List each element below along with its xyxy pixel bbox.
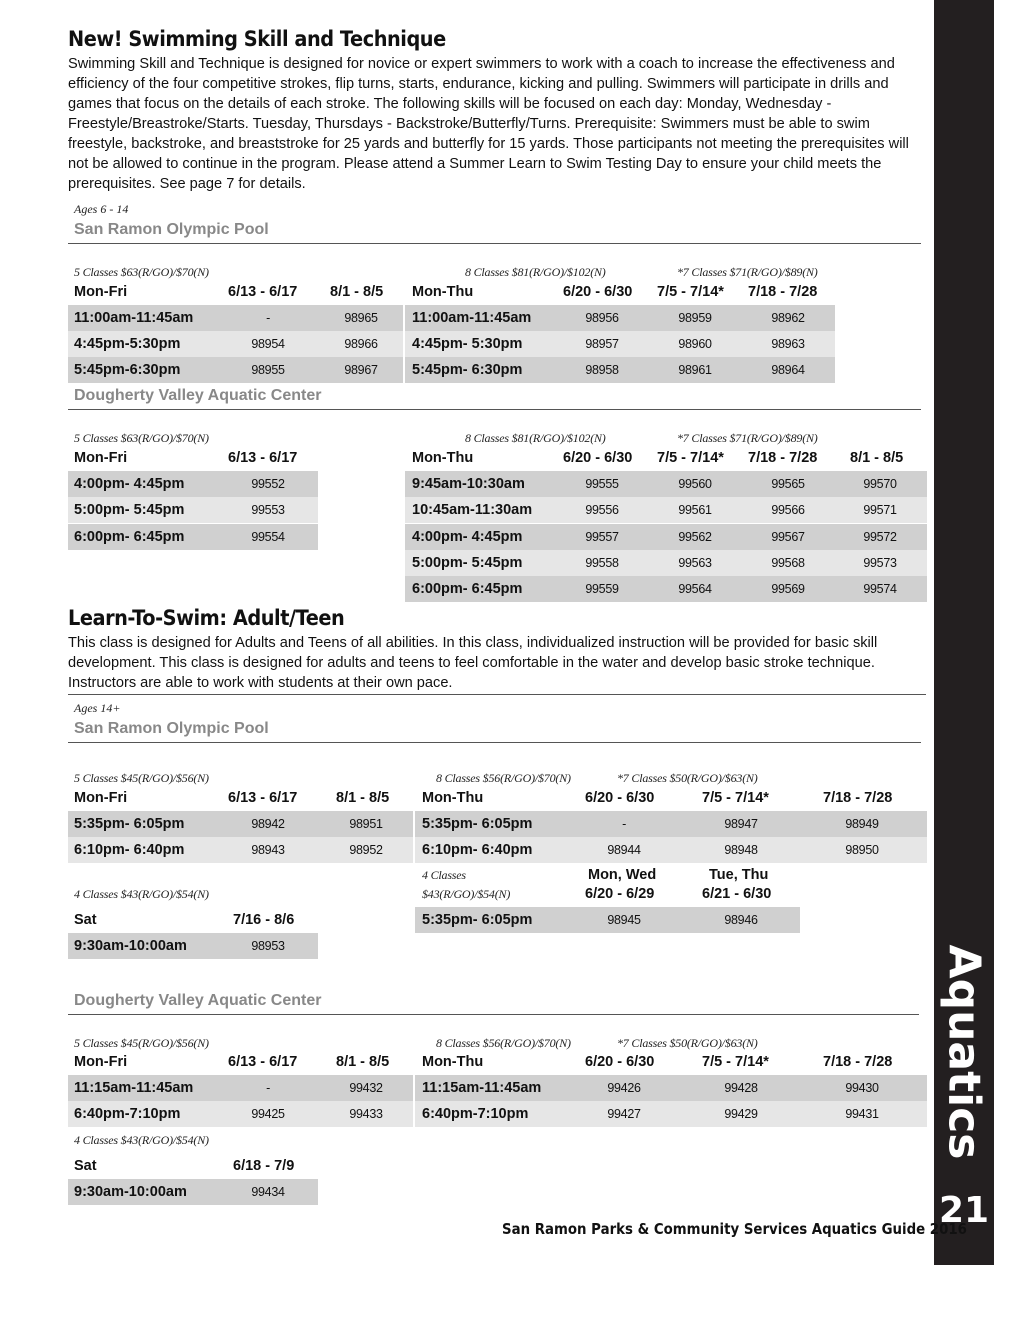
date-header: 6/20 - 6/30 <box>585 790 655 806</box>
day-header: Mon-Thu <box>422 1054 484 1070</box>
class-code: 98957 <box>585 337 619 351</box>
class-code: 98954 <box>251 337 285 351</box>
class-code: 98964 <box>771 363 805 377</box>
class-code: 99559 <box>585 582 619 596</box>
time-cell: 5:35pm- 6:05pm <box>422 912 533 928</box>
date-header: 6/20 - 6/29 <box>585 886 655 902</box>
divider <box>68 243 921 244</box>
day-header: Mon, Wed <box>588 867 657 883</box>
class-code: 99557 <box>585 530 619 544</box>
class-code: 99571 <box>863 503 897 517</box>
class-price-caption: 5 Classes $45(R/GO)/$56(N) <box>74 771 209 785</box>
time-cell: 5:35pm- 6:05pm <box>74 816 185 832</box>
date-header: 6/21 - 6/30 <box>702 886 772 902</box>
class-code: 99434 <box>251 1185 285 1199</box>
day-header: Tue, Thu <box>709 867 769 883</box>
class-code: 99564 <box>678 582 712 596</box>
time-cell: 4:45pm- 5:30pm <box>412 336 523 352</box>
date-header: 7/5 - 7/14* <box>657 450 724 466</box>
class-code: 99427 <box>607 1107 641 1121</box>
time-cell: 4:00pm- 4:45pm <box>74 476 185 492</box>
class-code: 99552 <box>251 477 285 491</box>
class-code: 99560 <box>678 477 712 491</box>
class-code: 99569 <box>771 582 805 596</box>
time-cell: 6:40pm-7:10pm <box>74 1106 181 1122</box>
day-header: Mon-Fri <box>74 284 128 300</box>
location-heading: Dougherty Valley Aquatic Center <box>74 387 322 404</box>
class-price-caption: 8 Classes $56(R/GO)/$70(N) <box>436 771 571 785</box>
class-code: 99567 <box>771 530 805 544</box>
class-code: 98962 <box>771 311 805 325</box>
sidebar-label: Aquatics <box>938 944 990 1160</box>
class-code: 99430 <box>845 1081 879 1095</box>
class-code: 98953 <box>251 939 285 953</box>
class-code: 99429 <box>724 1107 758 1121</box>
class-code: 99565 <box>771 477 805 491</box>
age-range: Ages 14+ <box>74 701 121 715</box>
section-title-learn-to-swim: Learn-To-Swim: Adult/Teen <box>68 606 345 630</box>
date-header: 7/18 - 7/28 <box>823 790 893 806</box>
class-price-caption: 5 Classes $63(R/GO)/$70(N) <box>74 265 209 279</box>
class-price-caption: *7 Classes $71(R/GO)/$89(N) <box>677 265 818 279</box>
class-price-caption: *7 Classes $50(R/GO)/$63(N) <box>617 1036 758 1050</box>
class-code: 98948 <box>724 843 758 857</box>
class-code: 98965 <box>344 311 378 325</box>
time-cell: 9:45am-10:30am <box>412 476 525 492</box>
class-price-caption: 5 Classes $45(R/GO)/$56(N) <box>74 1036 209 1050</box>
class-code: 99562 <box>678 530 712 544</box>
time-cell: 10:45am-11:30am <box>412 502 533 518</box>
age-range: Ages 6 - 14 <box>74 202 129 216</box>
divider <box>68 742 921 743</box>
class-code: 98942 <box>251 817 285 831</box>
time-cell: 5:45pm- 6:30pm <box>412 362 523 378</box>
class-code: 98949 <box>845 817 879 831</box>
class-code: 98958 <box>585 363 619 377</box>
time-cell: 11:00am-11:45am <box>412 310 532 326</box>
date-header: 6/20 - 6/30 <box>563 450 633 466</box>
class-code: 98960 <box>678 337 712 351</box>
class-code: 99554 <box>251 530 285 544</box>
class-price-caption: 8 Classes $81(R/GO)/$102(N) <box>465 265 606 279</box>
section-description: Swimming Skill and Technique is designed for novice or expert swimmers to work with a coach to increase the effectiveness and efficiency of the four competitive strokes, flip turns, starts, endurance, kicking and pulling. Swimmers will participate in drills and games that focus on the details of each stroke. The following skills will be focused on each day: Monday, Wednesday - Freestyle/Breastroke/Starts. Tuesday, Thursdays - Backstroke/Butterfly/Turns. Prerequisite: Swimmers must be able to swim freestyle, backstroke, and breaststroke for 25 yards and butterfly for 15 yards. Those participants not meeting the prerequisites will not be allowed to continue in the program. Please attend a Summer Learn to Swim Testing Day to ensure your child meets the prerequisites. See page 7 for details. <box>68 56 909 192</box>
time-cell: 11:00am-11:45am <box>74 310 194 326</box>
class-price-caption: 8 Classes $56(R/GO)/$70(N) <box>436 1036 571 1050</box>
date-header: 6/18 - 7/9 <box>233 1158 295 1174</box>
time-cell: 5:45pm-6:30pm <box>74 362 181 378</box>
class-code: 99556 <box>585 503 619 517</box>
time-cell: 5:00pm- 5:45pm <box>74 502 185 518</box>
page-number: 21 <box>938 1190 990 1231</box>
class-code: 99558 <box>585 556 619 570</box>
time-cell: 6:00pm- 6:45pm <box>412 581 523 597</box>
class-price-caption: *7 Classes $71(R/GO)/$89(N) <box>677 431 818 445</box>
class-code: 99425 <box>251 1107 285 1121</box>
time-cell: 11:15am-11:45am <box>74 1080 194 1096</box>
time-cell: 9:30am-10:00am <box>74 938 187 954</box>
class-code: 98945 <box>607 913 641 927</box>
date-header: 7/18 - 7/28 <box>748 284 818 300</box>
divider <box>68 1014 919 1015</box>
class-code: 99433 <box>349 1107 383 1121</box>
class-code: 99431 <box>845 1107 879 1121</box>
sidebar-label-box <box>934 944 994 1160</box>
class-price-caption: *7 Classes $50(R/GO)/$63(N) <box>617 771 758 785</box>
time-cell: 4:00pm- 4:45pm <box>412 529 523 545</box>
class-code: 99573 <box>863 556 897 570</box>
time-cell: 6:00pm- 6:45pm <box>74 529 185 545</box>
section-description: This class is designed for Adults and Teens of all abilities. In this class, individualized instruction will be provided for basic skill development. This class is designed for adults and teens to feel comfortable in the water and develop basic stroke technique. Instructors are able to work with students at their own pace. <box>68 635 878 691</box>
location-heading: San Ramon Olympic Pool <box>74 221 269 238</box>
date-header: 8/1 - 8/5 <box>330 284 384 300</box>
class-code: 98961 <box>678 363 712 377</box>
class-code: 99566 <box>771 503 805 517</box>
class-code: 98944 <box>607 843 641 857</box>
date-header: 8/1 - 8/5 <box>850 450 904 466</box>
page-footer: San Ramon Parks & Community Services Aquatics Guide 2016 <box>502 1220 967 1238</box>
date-header: 6/13 - 6/17 <box>228 450 298 466</box>
day-header: Sat <box>74 1158 97 1174</box>
class-price-caption: 4 Classes <box>422 868 466 882</box>
time-cell: 4:45pm-5:30pm <box>74 336 181 352</box>
class-code: 99570 <box>863 477 897 491</box>
day-header: Mon-Thu <box>422 790 484 806</box>
class-code: 99428 <box>724 1081 758 1095</box>
class-code: 98959 <box>678 311 712 325</box>
class-code: 99561 <box>678 503 712 517</box>
date-header: 6/13 - 6/17 <box>228 284 298 300</box>
class-code: 98943 <box>251 843 285 857</box>
class-price-caption: 4 Classes $43(R/GO)/$54(N) <box>74 1133 209 1147</box>
class-code: - <box>266 311 270 325</box>
class-code: 98956 <box>585 311 619 325</box>
class-code: 98963 <box>771 337 805 351</box>
day-header: Mon-Thu <box>412 284 474 300</box>
divider <box>68 694 926 695</box>
date-header: 7/16 - 8/6 <box>233 912 295 928</box>
time-cell: 5:35pm- 6:05pm <box>422 816 533 832</box>
class-code: 99572 <box>863 530 897 544</box>
date-header: 6/20 - 6/30 <box>563 284 633 300</box>
class-code: 99432 <box>349 1081 383 1095</box>
class-code: 99553 <box>251 503 285 517</box>
class-code: 98955 <box>251 363 285 377</box>
class-code: 99563 <box>678 556 712 570</box>
day-header: Mon-Fri <box>74 790 128 806</box>
class-code: 98951 <box>349 817 383 831</box>
class-code: 98967 <box>344 363 378 377</box>
time-cell: 6:10pm- 6:40pm <box>422 842 533 858</box>
section-title-skill-technique: New! Swimming Skill and Technique <box>68 27 446 51</box>
class-code: - <box>622 817 626 831</box>
date-header: 8/1 - 8/5 <box>336 1054 390 1070</box>
time-cell: 5:00pm- 5:45pm <box>412 555 523 571</box>
location-heading: Dougherty Valley Aquatic Center <box>74 992 322 1009</box>
day-header: Mon-Fri <box>74 450 128 466</box>
date-header: 7/5 - 7/14* <box>702 1054 769 1070</box>
date-header: 6/20 - 6/30 <box>585 1054 655 1070</box>
class-code: 99568 <box>771 556 805 570</box>
class-code: - <box>266 1081 270 1095</box>
day-header: Mon-Thu <box>412 450 474 466</box>
date-header: 7/18 - 7/28 <box>823 1054 893 1070</box>
date-header: 7/18 - 7/28 <box>748 450 818 466</box>
class-price-caption: $43(R/GO)/$54(N) <box>422 887 511 901</box>
class-code: 99426 <box>607 1081 641 1095</box>
date-header: 8/1 - 8/5 <box>336 790 390 806</box>
time-cell: 9:30am-10:00am <box>74 1184 187 1200</box>
date-header: 6/13 - 6/17 <box>228 1054 298 1070</box>
class-code: 98950 <box>845 843 879 857</box>
time-cell: 6:40pm-7:10pm <box>422 1106 529 1122</box>
class-code: 98947 <box>724 817 758 831</box>
divider <box>68 409 921 410</box>
class-code: 99574 <box>863 582 897 596</box>
date-header: 7/5 - 7/14* <box>657 284 724 300</box>
class-price-caption: 8 Classes $81(R/GO)/$102(N) <box>465 431 606 445</box>
class-code: 99555 <box>585 477 619 491</box>
class-price-caption: 5 Classes $63(R/GO)/$70(N) <box>74 431 209 445</box>
date-header: 7/5 - 7/14* <box>702 790 769 806</box>
day-header: Mon-Fri <box>74 1054 128 1070</box>
day-header: Sat <box>74 912 97 928</box>
class-code: 98946 <box>724 913 758 927</box>
class-price-caption: 4 Classes $43(R/GO)/$54(N) <box>74 887 209 901</box>
class-code: 98966 <box>344 337 378 351</box>
class-code: 98952 <box>349 843 383 857</box>
date-header: 6/13 - 6/17 <box>228 790 298 806</box>
location-heading: San Ramon Olympic Pool <box>74 720 269 737</box>
time-cell: 6:10pm- 6:40pm <box>74 842 185 858</box>
time-cell: 11:15am-11:45am <box>422 1080 542 1096</box>
